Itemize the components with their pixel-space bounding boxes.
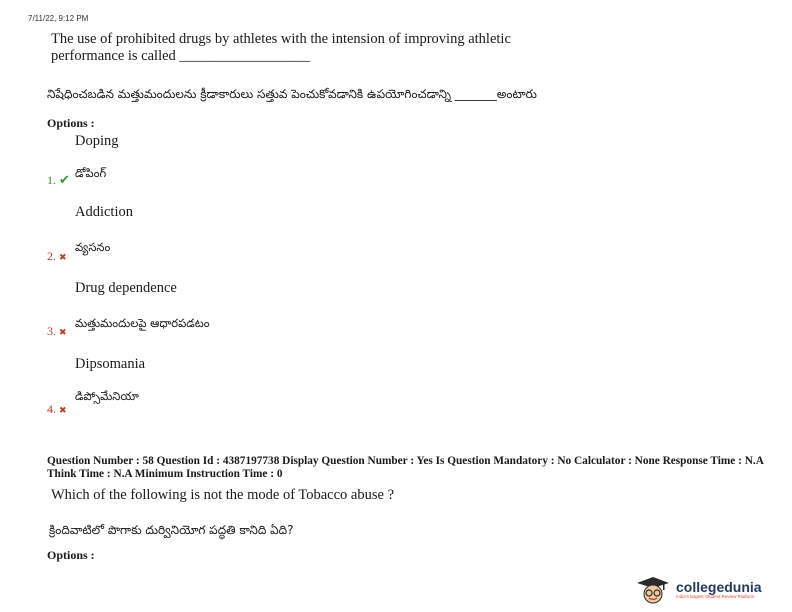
option-number-label: 4.	[47, 402, 56, 416]
cross-icon: ✖	[59, 252, 67, 262]
option-2-telugu: వ్యసనం	[75, 240, 111, 254]
question-text-english-line2: performance is called __________________	[51, 48, 310, 64]
option-4-number	[47, 402, 67, 417]
option-3-english: Drug dependence	[75, 280, 177, 296]
option-1-telugu: డోపింగ్	[75, 166, 107, 180]
option-number-label: 1.	[47, 173, 56, 187]
question-text-english-line1: The use of prohibited drugs by athletes with the intension of improving athletic	[51, 31, 511, 47]
option-3-number	[47, 324, 67, 339]
cross-icon: ✖	[59, 405, 67, 415]
next-question-text-english: Which of the following is not the mode of Tobacco abuse ?	[51, 487, 395, 503]
check-icon: ✔	[59, 172, 70, 187]
brand-name: collegedunia	[676, 579, 762, 595]
option-4-telugu: డిప్సోమేనియా	[75, 389, 139, 403]
option-4-english: Dipsomania	[75, 356, 146, 372]
next-question-text-telugu: క్రిందివాటిలో పొగాకు దుర్వినియోగ పద్ధతి కానిది ఏది?	[49, 523, 294, 537]
graduate-mascot-icon	[633, 575, 673, 605]
collegedunia-logo	[633, 575, 762, 605]
option-2-number	[47, 249, 67, 264]
cross-icon: ✖	[59, 327, 67, 337]
option-number-label: 2.	[47, 249, 56, 263]
brand-tagline: India's largest Student Review Platform	[676, 594, 755, 599]
options-label: Options :	[47, 116, 95, 130]
question-metadata: Question Number : 58 Question Id : 4387197738 Display Question Number : Yes Is Question Mandatory : No Calculator : None Response Time : N.A Think Time : N.A Minimum Instruction Time : 0	[47, 455, 764, 480]
print-timestamp: 7/11/22, 9:12 PM	[28, 14, 89, 23]
option-1-english: Doping	[75, 133, 119, 149]
next-options-label: Options :	[47, 548, 95, 562]
option-number-label: 3.	[47, 324, 56, 338]
option-3-telugu: మత్తుమందులపై ఆధారపడటం	[75, 316, 210, 330]
option-2-english: Addiction	[75, 204, 133, 220]
question-text-telugu: నిషేధించబడిన మత్తుమందులను క్రీడాకారులు సత్తువ పెంచుకోవడానికి ఉపయోగించడాన్ని _______అంటారు	[47, 87, 537, 101]
option-1-number	[47, 172, 70, 188]
